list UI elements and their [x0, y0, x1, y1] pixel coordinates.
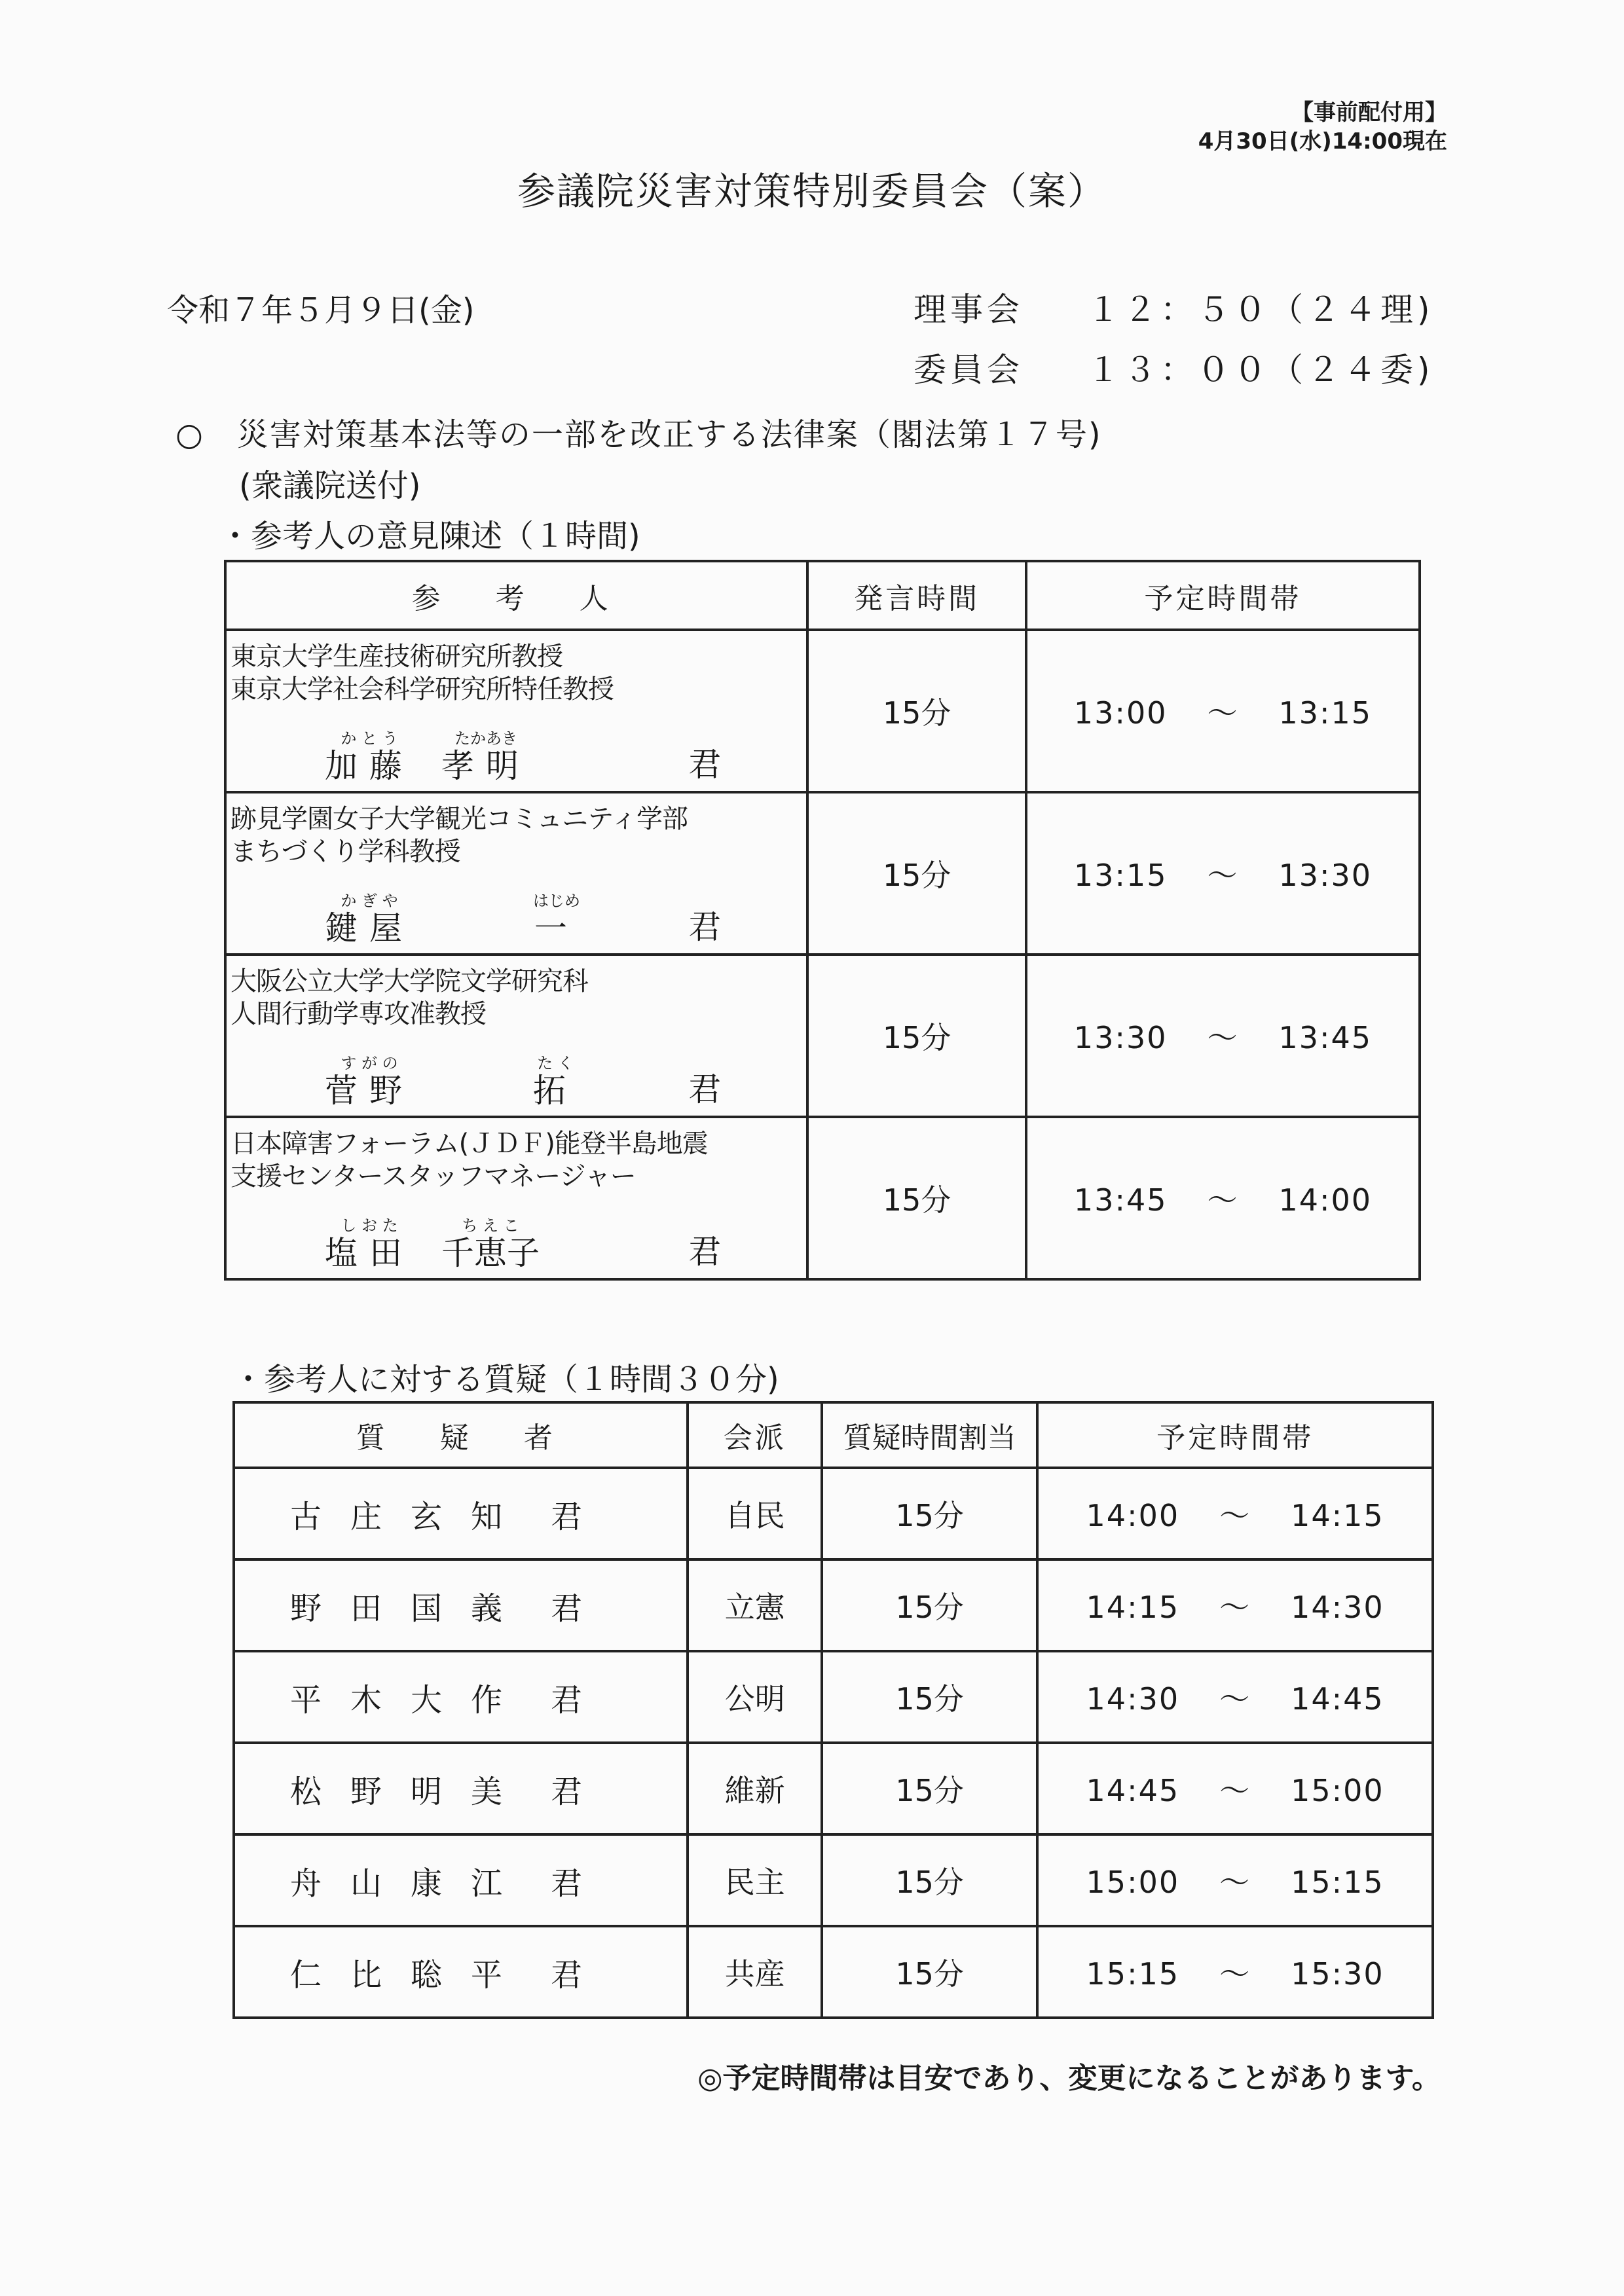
- reference-name: [325, 1216, 567, 1271]
- as-of-timestamp: 4月30日(水)14:00現在: [1198, 128, 1447, 155]
- schedule-cell: [1037, 1468, 1433, 1559]
- honorific: 君: [551, 1681, 583, 1719]
- schedule-cell: [1037, 1743, 1433, 1834]
- col-header-questioner: 質 疑 者: [234, 1402, 688, 1468]
- end-time: 13:30: [1278, 858, 1373, 893]
- col-header-schedule: 予定時間帯: [1037, 1402, 1433, 1468]
- name-ruby: た く: [537, 1054, 574, 1072]
- reference-cell: [225, 630, 807, 792]
- questions-table: [232, 1401, 1434, 2019]
- start-time: 13:30: [1073, 1020, 1168, 1055]
- questioner-name: 野田国義: [290, 1590, 532, 1627]
- end-time: 14:15: [1291, 1498, 1384, 1533]
- bill-note: (衆議院送付): [239, 467, 421, 504]
- table-row: [234, 1468, 1433, 1559]
- honorific: 君: [688, 1070, 722, 1108]
- end-time: 15:15: [1291, 1865, 1384, 1900]
- col-header-reference: 参 考 人: [225, 561, 807, 630]
- name-part: 拓: [533, 1072, 578, 1110]
- start-time: 14:00: [1086, 1498, 1180, 1533]
- questioner-name: 平木大作: [290, 1681, 532, 1719]
- party-cell: 民主: [688, 1834, 822, 1926]
- end-time: 14:00: [1278, 1182, 1373, 1218]
- table-row: [234, 1926, 1433, 2018]
- range-separator: ～: [1219, 1773, 1251, 1808]
- questioner-name: 舟山康江: [290, 1865, 532, 1902]
- party-cell: 立憲: [688, 1559, 822, 1651]
- questioner-name: 松野明美: [290, 1773, 532, 1810]
- affiliation-line: 人間行動学専攻准教授: [231, 999, 486, 1029]
- duration-cell: 15分: [822, 1559, 1037, 1651]
- name-ruby: か ぎ や: [341, 892, 398, 910]
- duration-cell: 15分: [807, 955, 1026, 1117]
- name-part: 鍵屋: [325, 909, 414, 947]
- references-heading: ・参考人の意見陳述（１時間): [219, 518, 640, 555]
- questions-header-row: [234, 1402, 1433, 1468]
- reference-name: [325, 892, 608, 947]
- name-part: 一: [534, 909, 579, 947]
- start-time: 14:30: [1086, 1681, 1180, 1717]
- duration-cell: 15分: [822, 1651, 1037, 1743]
- affiliation-line: 跡見学園女子大学観光コミュニティ学部: [231, 804, 688, 834]
- footer-note: ◎予定時間帯は目安であり、変更になることがあります。: [697, 2062, 1441, 2095]
- questioner-cell: [234, 1926, 688, 2018]
- meeting-date: 令和７年５月９日(金): [167, 292, 475, 329]
- end-time: 13:45: [1278, 1020, 1373, 1055]
- name-part: 菅野: [325, 1072, 414, 1110]
- affiliation-line: 支援センタースタッフマネージャー: [231, 1161, 636, 1192]
- start-time: 13:45: [1073, 1182, 1168, 1218]
- start-time: 13:00: [1073, 695, 1168, 731]
- honorific: 君: [551, 1590, 583, 1627]
- range-separator: ～: [1219, 1498, 1251, 1533]
- range-separator: ～: [1207, 695, 1239, 731]
- affiliation-line: 東京大学生産技術研究所教授: [231, 642, 563, 672]
- name-ruby: し お た: [341, 1216, 398, 1235]
- col-header-duration: 発言時間: [807, 561, 1026, 630]
- schedule-cell: [1026, 792, 1420, 955]
- end-time: 14:45: [1291, 1681, 1384, 1717]
- name-ruby: たかあき: [454, 729, 517, 748]
- range-separator: ～: [1207, 1182, 1239, 1218]
- name-ruby: ち え こ: [462, 1216, 519, 1235]
- schedule-cell: [1037, 1559, 1433, 1651]
- affiliation-line: 大阪公立大学大学院文学研究科: [231, 966, 588, 996]
- honorific: 君: [688, 746, 722, 784]
- duration-cell: 15分: [807, 630, 1026, 792]
- table-row: [225, 792, 1420, 955]
- duration-cell: 15分: [822, 1926, 1037, 2018]
- questioner-name: 仁比聡平: [290, 1956, 532, 1994]
- end-time: 14:30: [1291, 1590, 1384, 1625]
- questioner-cell: [234, 1834, 688, 1926]
- table-row: [234, 1834, 1433, 1926]
- col-header-allotment: 質疑時間割当: [822, 1402, 1037, 1468]
- schedule-cell: [1026, 630, 1420, 792]
- affiliation-line: まちづくり学科教授: [231, 837, 460, 867]
- party-cell: 共産: [688, 1926, 822, 2018]
- references-table: [224, 560, 1421, 1281]
- schedule-cell: [1037, 1926, 1433, 2018]
- session-iin-time: １３：００（２４委): [1087, 351, 1434, 389]
- party-cell: 自民: [688, 1468, 822, 1559]
- reference-cell: [225, 792, 807, 955]
- range-separator: ～: [1207, 858, 1239, 893]
- questions-heading: ・参考人に対する質疑（１時間３０分): [232, 1361, 779, 1398]
- reference-name: [325, 1054, 605, 1109]
- name-part: 塩田: [325, 1234, 414, 1272]
- session-riji-name: 理事会: [913, 291, 1024, 329]
- honorific: 君: [551, 1865, 583, 1902]
- col-header-party: 会派: [688, 1402, 822, 1468]
- duration-cell: 15分: [822, 1743, 1037, 1834]
- honorific: 君: [688, 908, 722, 946]
- duration-cell: 15分: [807, 792, 1026, 955]
- end-time: 15:00: [1291, 1773, 1384, 1808]
- honorific: 君: [551, 1498, 583, 1535]
- range-separator: ～: [1219, 1865, 1251, 1900]
- session-iin-name: 委員会: [913, 351, 1024, 389]
- questioner-cell: [234, 1651, 688, 1743]
- schedule-cell: [1026, 1117, 1420, 1279]
- name-part: 千恵子: [441, 1234, 540, 1272]
- page-title: 参議院災害対策特別委員会（案）: [517, 169, 1107, 213]
- table-row: [234, 1559, 1433, 1651]
- start-time: 15:15: [1086, 1956, 1180, 1992]
- duration-cell: 15分: [807, 1117, 1026, 1279]
- end-time: 13:15: [1278, 695, 1373, 731]
- schedule-cell: [1037, 1834, 1433, 1926]
- session-riji-time: １２：５０（２４理): [1087, 291, 1434, 329]
- duration-cell: 15分: [822, 1468, 1037, 1559]
- duration-cell: 15分: [822, 1834, 1037, 1926]
- party-cell: 維新: [688, 1743, 822, 1834]
- range-separator: ～: [1219, 1681, 1251, 1717]
- reference-name: [325, 729, 558, 784]
- start-time: 15:00: [1086, 1865, 1180, 1900]
- name-ruby: か と う: [341, 729, 398, 748]
- reference-cell: [225, 955, 807, 1117]
- table-row: [234, 1743, 1433, 1834]
- references-header-row: [225, 561, 1420, 630]
- name-part: 加藤: [325, 747, 414, 785]
- bill-title: ○ 災害対策基本法等の一部を改正する法律案（閣法第１７号): [175, 416, 1102, 453]
- affiliation-line: 東京大学社会科学研究所特任教授: [231, 674, 614, 704]
- name-part: 孝明: [441, 747, 530, 785]
- honorific: 君: [551, 1773, 583, 1810]
- start-time: 13:15: [1073, 858, 1168, 893]
- reference-cell: [225, 1117, 807, 1279]
- questioner-name: 古庄玄知: [290, 1498, 532, 1535]
- honorific: 君: [688, 1233, 722, 1271]
- affiliation-line: 日本障害フォーラム(ＪＤＦ)能登半島地震: [231, 1129, 708, 1159]
- table-row: [225, 1117, 1420, 1279]
- schedule-cell: [1026, 955, 1420, 1117]
- start-time: 14:15: [1086, 1590, 1180, 1625]
- name-ruby: す が の: [341, 1054, 398, 1072]
- table-row: [225, 955, 1420, 1117]
- col-header-schedule: 予定時間帯: [1026, 561, 1420, 630]
- start-time: 14:45: [1086, 1773, 1180, 1808]
- table-row: [225, 630, 1420, 792]
- questioner-cell: [234, 1743, 688, 1834]
- range-separator: ～: [1219, 1590, 1251, 1625]
- end-time: 15:30: [1291, 1956, 1384, 1992]
- name-ruby: はじめ: [533, 892, 580, 910]
- schedule-cell: [1037, 1651, 1433, 1743]
- honorific: 君: [551, 1956, 583, 1994]
- distribution-label: 【事前配付用】: [1291, 100, 1447, 126]
- table-row: [234, 1651, 1433, 1743]
- questioner-cell: [234, 1559, 688, 1651]
- questioner-cell: [234, 1468, 688, 1559]
- party-cell: 公明: [688, 1651, 822, 1743]
- range-separator: ～: [1207, 1020, 1239, 1055]
- range-separator: ～: [1219, 1956, 1251, 1992]
